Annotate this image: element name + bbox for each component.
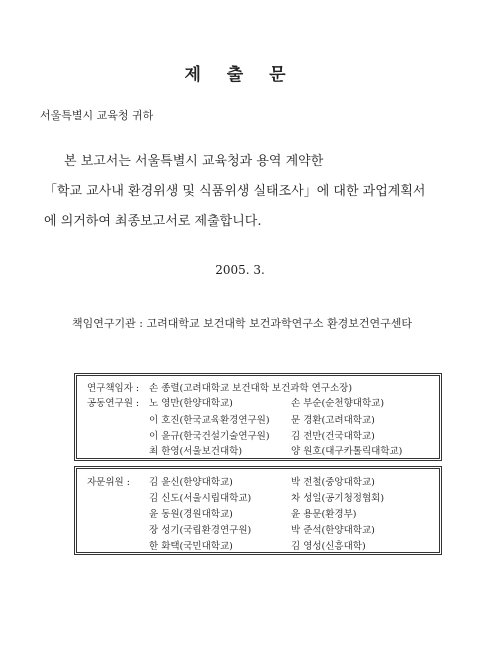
advisor-name: 박 준석(한양대학교) — [291, 525, 375, 536]
co-researcher-name: 최 한영(서울보건대학) — [149, 446, 243, 457]
advisor-name: 장 성기(국립환경연구원) — [149, 525, 252, 536]
advisor-name: 윤 용문(환경부) — [291, 509, 357, 520]
advisor-row — [77, 474, 439, 488]
co-researcher-name: 노 영만(한양대학교) — [149, 398, 233, 409]
advisor-name: 윤 동원(경원대학교) — [149, 509, 233, 520]
co-researcher-name: 이 호진(한국교육환경연구원) — [149, 415, 270, 426]
body-line-3: 에 의거하여 최종보고서로 제출합니다. — [44, 214, 262, 229]
co-researcher-row — [77, 428, 439, 442]
advisors-box — [74, 466, 442, 555]
page-title: 제 출 문 — [184, 65, 296, 85]
lead-researcher-name: 손 종렬(고려대학교 보건대학 보건과학 연구소장) — [149, 383, 353, 394]
advisor-row — [77, 522, 439, 536]
co-researcher-name: 이 윤규(한국건설기술연구원) — [149, 431, 270, 442]
co-researcher-name: 김 전만(건국대학교) — [291, 431, 375, 442]
advisor-name: 김 윤신(한양대학교) — [149, 477, 233, 488]
co-researcher-name: 양 원호(대구카톨릭대학교) — [291, 446, 403, 457]
addressee: 서울특별시 교육청 귀하 — [40, 109, 154, 122]
body-line-1: 본 보고서는 서울특별시 교육청과 용역 계약한 — [64, 154, 324, 169]
advisor-row — [77, 538, 439, 552]
advisor-row — [77, 490, 439, 504]
submission-date: 2005. 3. — [215, 263, 265, 277]
advisor-name: 박 전철(중앙대학교) — [291, 477, 375, 488]
co-researcher-label: 공동연구원 : — [87, 398, 140, 409]
lead-researcher-label: 연구책임자 : — [87, 383, 140, 394]
advisor-name: 김 영성(신흥대학) — [291, 541, 366, 552]
co-researcher-row — [77, 395, 439, 409]
advisors-label: 자문위원 : — [87, 477, 130, 488]
lead-researcher-row — [77, 380, 439, 394]
advisor-name: 김 신도(서울시립대학교) — [149, 493, 252, 504]
body-line-2: 「학교 교사내 환경위생 및 식품위생 실태조사」에 대한 과업계획서 — [44, 184, 426, 199]
co-researcher-row — [77, 443, 439, 457]
co-researcher-row — [77, 412, 439, 426]
advisor-name: 한 화택(국민대학교) — [149, 541, 233, 552]
advisor-name: 차 성일(공기청정협회) — [291, 493, 385, 504]
co-researcher-name: 손 부순(순천향대학교) — [291, 398, 385, 409]
advisor-row — [77, 506, 439, 520]
co-researcher-name: 문 경환(고려대학교) — [291, 415, 375, 426]
researchers-box — [74, 373, 442, 461]
responsible-institution: 책임연구기관 : 고려대학교 보건대학 보건과학연구소 환경보건연구센타 — [72, 317, 412, 330]
